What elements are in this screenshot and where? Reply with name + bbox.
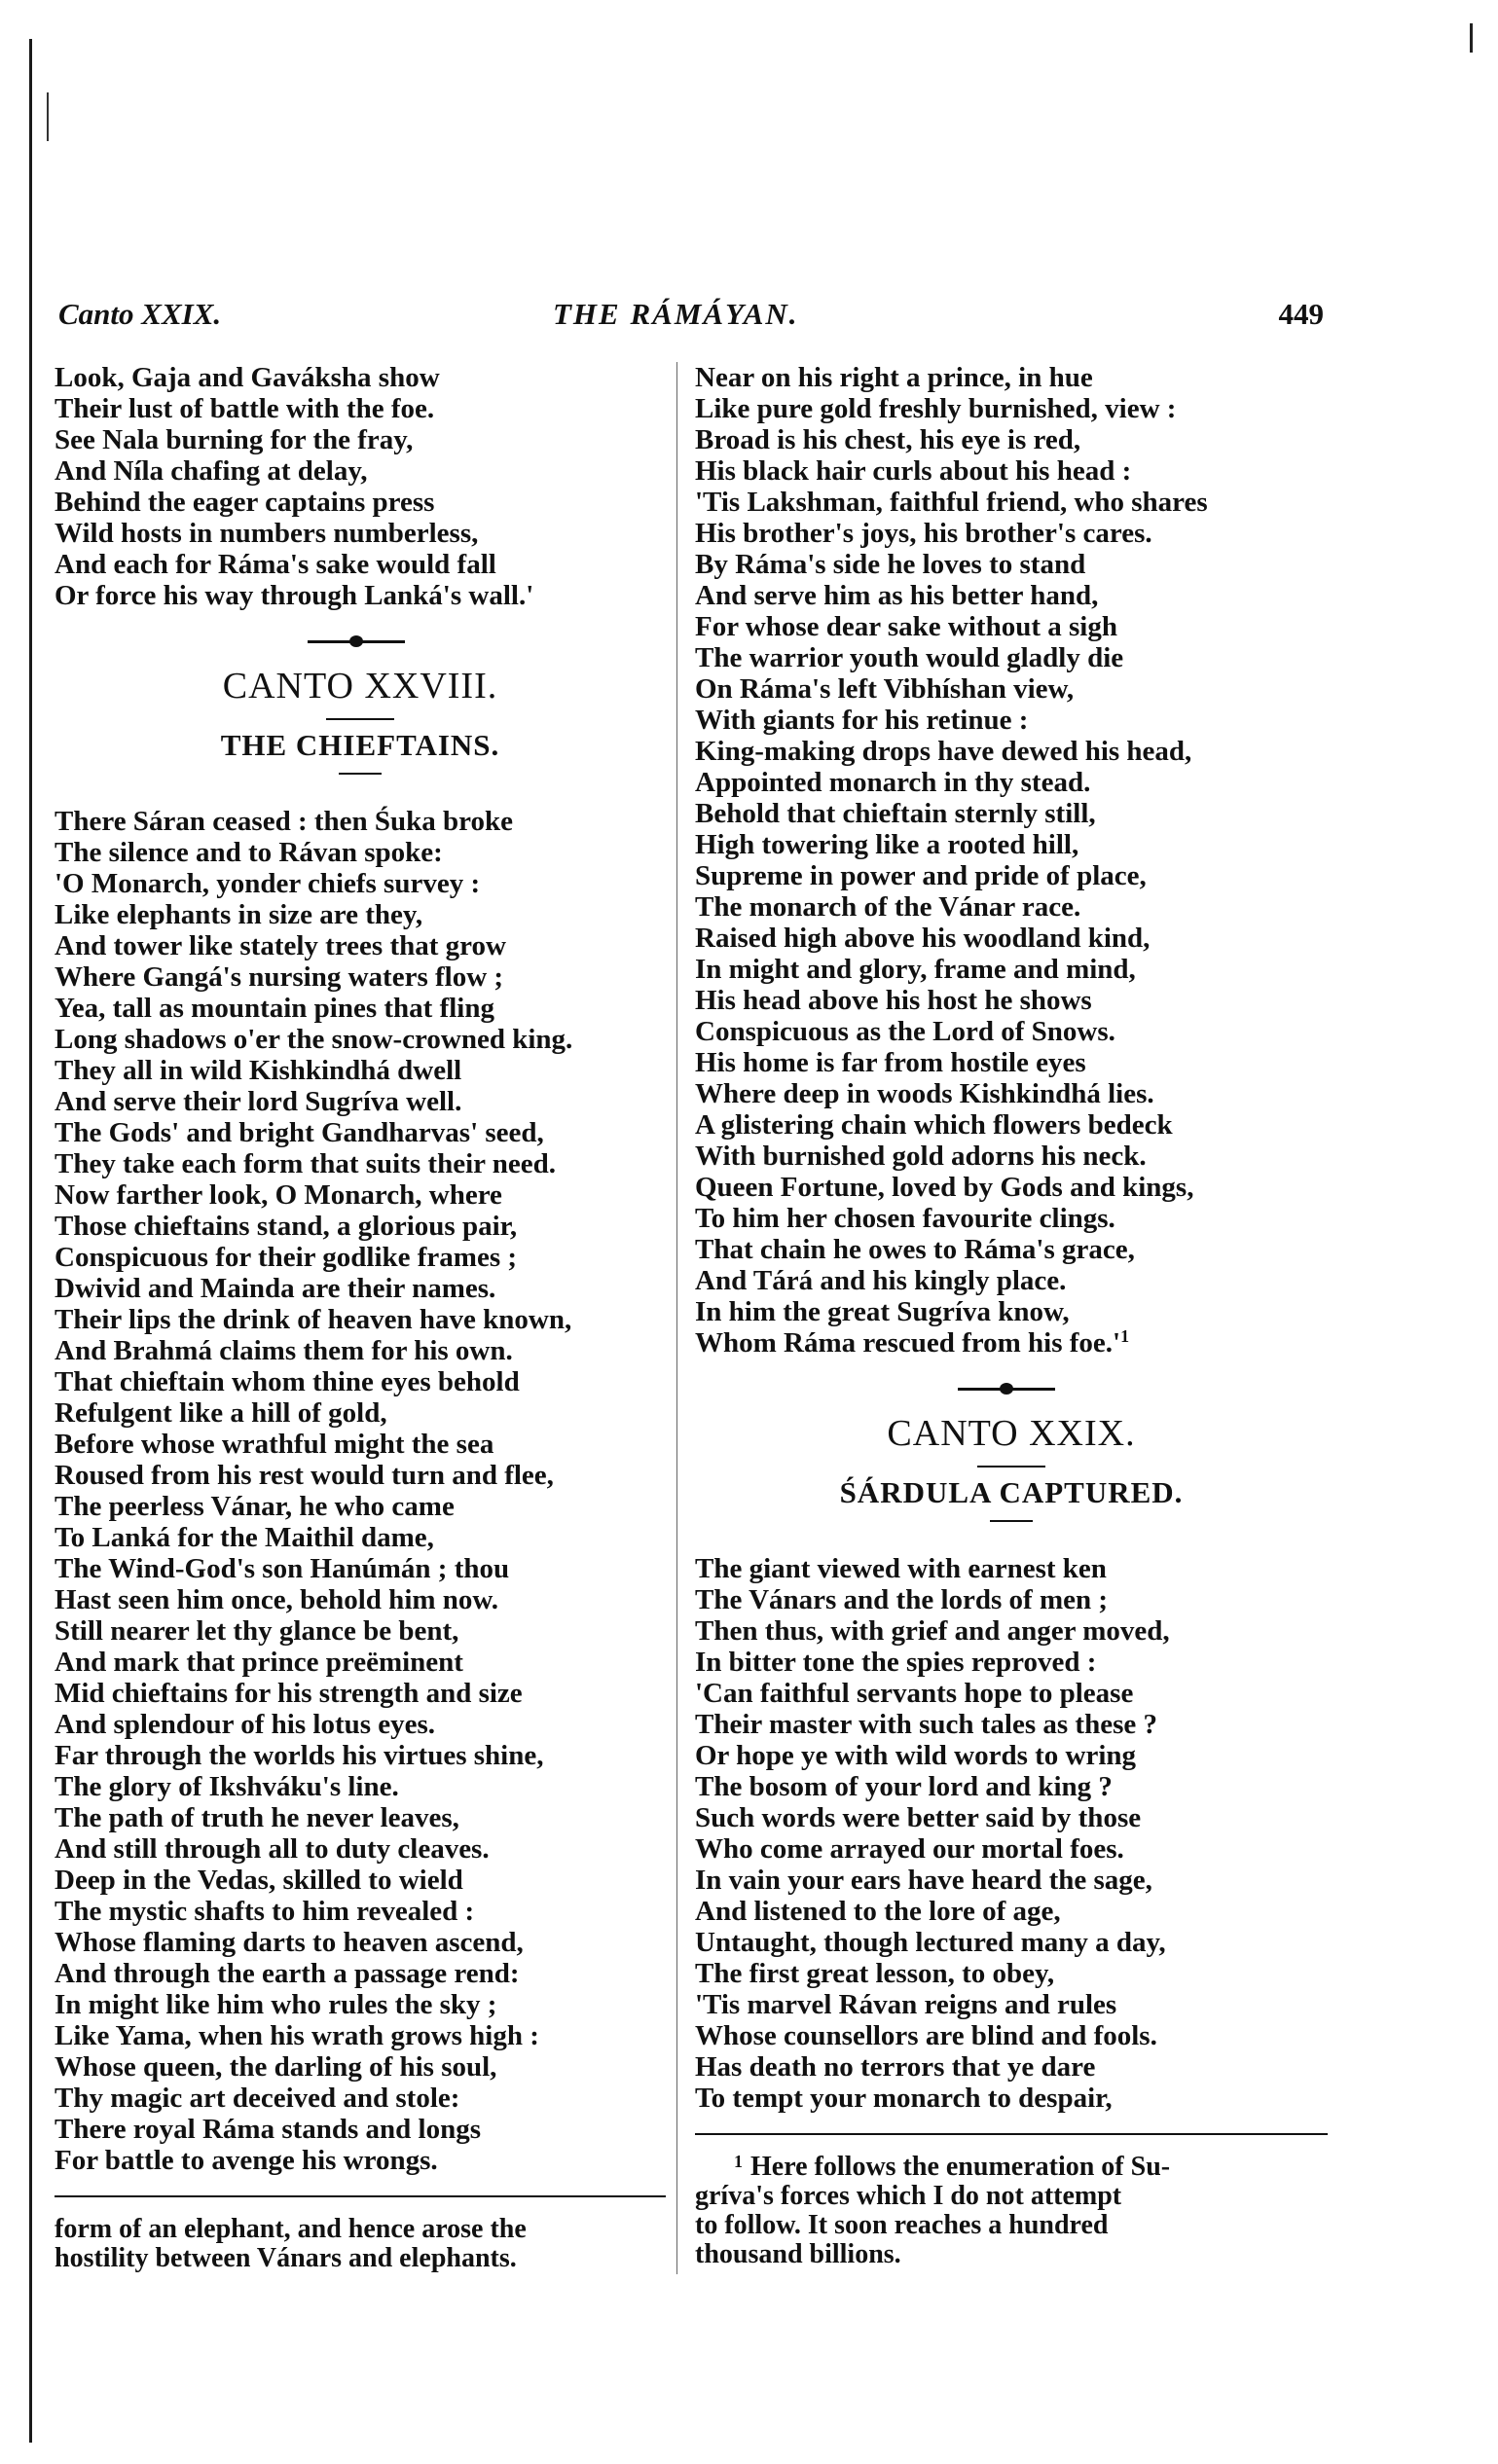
column-divider xyxy=(676,362,677,2274)
footnote xyxy=(695,2153,1328,2269)
verse-line: To tempt your monarch to despair, xyxy=(695,2083,1113,2114)
verse-line: And splendour of his lotus eyes. xyxy=(55,1709,436,1740)
verse-line: Those chieftains stand, a glorious pair, xyxy=(55,1211,518,1242)
verse-line: And listened to the lore of age, xyxy=(695,1896,1061,1927)
verse-line: In might like him who rules the sky ; xyxy=(55,1989,497,2020)
verse-line: Now farther look, O Monarch, where xyxy=(55,1179,502,1211)
left-verses xyxy=(55,806,666,2176)
ornament-dot xyxy=(349,635,363,647)
ornament-divider xyxy=(695,1378,1328,1399)
verse-line: Still nearer let thy glance be bent, xyxy=(55,1615,459,1647)
verse-line: High towering like a rooted hill, xyxy=(695,829,1079,860)
verse-line: They all in wild Kishkindhá dwell xyxy=(55,1055,462,1086)
ornament-divider xyxy=(55,631,666,652)
verse-line: Behind the eager captains press xyxy=(55,487,435,518)
verse-line: Conspicuous as the Lord of Snows. xyxy=(695,1016,1115,1047)
right-column xyxy=(695,362,1328,2269)
verse-line: Who come arrayed our mortal foes. xyxy=(695,1833,1124,1865)
verse-line: Their lust of battle with the foe. xyxy=(55,393,435,424)
verse-line: Conspicuous for their godlike frames ; xyxy=(55,1242,518,1273)
verse-line: Whom Ráma rescued from his $foe.'^1$ xyxy=(695,1326,1130,1359)
verse-line: form of an elephant, and hence arose the xyxy=(55,2214,527,2244)
verse-line: $^1$ Here follows the enumeration of Su- xyxy=(734,2152,1171,2182)
verse-line: The bosom of your lord and king ? xyxy=(695,1771,1113,1802)
verse-line: hostility between Vánars and elephants. xyxy=(55,2243,517,2273)
subtitle-rule xyxy=(339,773,382,775)
verse-line: Roused from his rest would turn and flee, xyxy=(55,1460,554,1491)
ornament-dot xyxy=(1000,1383,1013,1395)
verse-line: 'Tis marvel Rávan reigns and rules xyxy=(695,1989,1117,2020)
verse-line: His head above his host he shows xyxy=(695,985,1092,1016)
verse-line: Like pure gold freshly burnished, view : xyxy=(695,393,1177,424)
verse-line: Far through the worlds his virtues shine, xyxy=(55,1740,544,1771)
verse-line: For whose dear sake without a sigh xyxy=(695,611,1117,642)
footnote-rule xyxy=(55,2195,666,2197)
verse-line: to follow. It soon reaches a hundred xyxy=(695,2210,1109,2240)
verse-line: Their lips the drink of heaven have known, xyxy=(55,1304,572,1335)
header-canto: Canto XXIX. xyxy=(58,297,222,331)
verse-line: The peerless Vánar, he who came xyxy=(55,1491,455,1522)
verse-line: 'Tis Lakshman, faithful friend, who shares xyxy=(695,487,1208,518)
verse-line: Behold that chieftain sternly still, xyxy=(695,798,1096,829)
verse-line: Long shadows o'er the snow-crowned king. xyxy=(55,1024,573,1055)
verse-line: Near on his right a prince, in hue xyxy=(695,362,1093,393)
verse-line: By Ráma's side he loves to stand xyxy=(695,549,1086,580)
verse-line: Or force his way through Lanká's wall.' xyxy=(55,580,534,611)
verse-line: Yea, tall as mountain pines that fling xyxy=(55,993,494,1024)
verse-line: Thy magic art deceived and stole: xyxy=(55,2083,460,2114)
title-rule xyxy=(977,1466,1045,1468)
verse-line: Look, Gaja and Gaváksha show xyxy=(55,362,440,393)
verse-line: The path of truth he never leaves, xyxy=(55,1802,459,1833)
verse-line: And serve their lord Sugríva well. xyxy=(55,1086,462,1117)
verse-line: gríva's forces which I do not attempt xyxy=(695,2181,1122,2211)
footnote-rule xyxy=(695,2133,1328,2135)
verse-line: Refulgent like a hill of gold, xyxy=(55,1397,387,1429)
verse-line: Their master with such tales as these ? xyxy=(695,1709,1157,1740)
verse-line: Before whose wrathful might the sea xyxy=(55,1429,494,1460)
verse-line: The Wind-God's son Hanúmán ; thou xyxy=(55,1553,510,1584)
verse-line: Like Yama, when his wrath grows high : xyxy=(55,2020,539,2051)
verse-line: Whose queen, the darling of his soul, xyxy=(55,2051,497,2083)
binding-edge-mark xyxy=(47,92,49,141)
canto-title: CANTO XXIX. xyxy=(887,1413,1136,1454)
verse-line: Whose counsellors are blind and fools. xyxy=(695,2020,1157,2051)
title-rule xyxy=(326,718,394,720)
verse-line: The glory of Ikshváku's line. xyxy=(55,1771,399,1802)
verse-line: They take each form that suits their need. xyxy=(55,1148,556,1179)
verse-line: Appointed monarch in thy stead. xyxy=(695,767,1091,798)
header-book-title: THE RÁMÁYAN. xyxy=(553,297,799,331)
verse-line: The monarch of the Vánar race. xyxy=(695,891,1081,923)
corner-mark xyxy=(1470,23,1473,53)
verse-line: King-making drops have dewed his head, xyxy=(695,736,1192,767)
verse-line: Supreme in power and pride of place, xyxy=(695,860,1147,891)
verse-line: And tower like stately trees that grow xyxy=(55,930,506,961)
verse-line: And each for Ráma's sake would fall xyxy=(55,549,496,580)
canto-subtitle: ŚÁRDULA CAPTURED. xyxy=(839,1475,1184,1509)
verse-line: And serve him as his better hand, xyxy=(695,580,1099,611)
verse-line: And Brahmá claims them for his own. xyxy=(55,1335,513,1366)
canto-title: CANTO XXVIII. xyxy=(222,666,498,707)
verse-line: There royal Ráma stands and longs xyxy=(55,2114,482,2145)
left-column xyxy=(55,362,666,2273)
verse-line: To him her chosen favourite clings. xyxy=(695,1203,1115,1234)
verse-line: And mark that prince preëminent xyxy=(55,1647,463,1678)
verse-line: For battle to avenge his wrongs. xyxy=(55,2145,438,2176)
verse-line: Or hope ye with wild words to wring xyxy=(695,1740,1137,1771)
running-header xyxy=(58,297,1324,336)
verse-line: The Gods' and bright Gandharvas' seed, xyxy=(55,1117,544,1148)
verse-line: Such words were better said by those xyxy=(695,1802,1142,1833)
verse-line: Dwivid and Mainda are their names. xyxy=(55,1273,496,1304)
verse-line: Raised high above his woodland kind, xyxy=(695,923,1151,954)
verse-line: Queen Fortune, loved by Gods and kings, xyxy=(695,1172,1194,1203)
binding-edge-rule xyxy=(29,39,32,2443)
verse-line: And Tárá and his kingly place. xyxy=(695,1265,1067,1296)
right-verses-2 xyxy=(695,1553,1328,2114)
left-stanza-top xyxy=(55,362,666,611)
verse-line: In bitter tone the spies reproved : xyxy=(695,1647,1097,1678)
verse-line: And through the earth a passage rend: xyxy=(55,1958,520,1989)
verse-line: His black hair curls about his head : xyxy=(695,455,1132,487)
verse-line: The warrior youth would gladly die xyxy=(695,642,1124,673)
verse-line: 'Can faithful servants hope to please xyxy=(695,1678,1134,1709)
verse-line: The first great lesson, to obey, xyxy=(695,1958,1055,1989)
verse-line: The giant viewed with earnest ken xyxy=(695,1553,1107,1584)
verse-line: thousand billions. xyxy=(695,2239,901,2269)
verse-line: A glistering chain which flowers bedeck xyxy=(695,1109,1173,1141)
verse-line: Then thus, with grief and anger moved, xyxy=(695,1615,1170,1647)
verse-line: His home is far from hostile eyes xyxy=(695,1047,1086,1078)
verse-line: Has death no terrors that ye dare xyxy=(695,2051,1096,2083)
verse-line: Where deep in woods Kishkindhá lies. xyxy=(695,1078,1154,1109)
verse-line: 'O Monarch, yonder chiefs survey : xyxy=(55,868,481,899)
right-verses xyxy=(695,362,1328,1359)
verse-line: In vain your ears have heard the sage, xyxy=(695,1865,1152,1896)
verse-line: Like elephants in size are they, xyxy=(55,899,423,930)
verse-line: And still through all to duty cleaves. xyxy=(55,1833,490,1865)
verse-line: In might and glory, frame and mind, xyxy=(695,954,1136,985)
verse-line: The mystic shafts to him revealed : xyxy=(55,1896,475,1927)
verse-line: Wild hosts in numbers numberless, xyxy=(55,518,479,549)
verse-line: In him the great Sugríva know, xyxy=(695,1296,1070,1327)
verse-line: Hast seen him once, behold him now. xyxy=(55,1584,498,1615)
verse-line: Untaught, though lectured many a day, xyxy=(695,1927,1166,1958)
verse-line: The Vánars and the lords of men ; xyxy=(695,1584,1109,1615)
verse-line: There Sáran ceased : then Śuka broke xyxy=(55,806,514,837)
verse-line: With giants for his retinue : xyxy=(695,705,1029,736)
verse-line: That chieftain whom thine eyes behold xyxy=(55,1366,520,1397)
footnote-marker: 1 xyxy=(1120,1326,1130,1346)
footnote-continuation xyxy=(55,2215,666,2273)
verse-line: And Níla chafing at delay, xyxy=(55,455,368,487)
verse-line: On Ráma's left Vibhíshan view, xyxy=(695,673,1075,705)
verse-line: With burnished gold adorns his neck. xyxy=(695,1141,1147,1172)
verse-line: To Lanká for the Maithil dame, xyxy=(55,1522,434,1553)
verse-line: Whose flaming darts to heaven ascend, xyxy=(55,1927,524,1958)
verse-line: The silence and to Rávan spoke: xyxy=(55,837,443,868)
canto-subtitle: THE CHIEFTAINS. xyxy=(220,728,500,762)
verse-line: Broad is his chest, his eye is red, xyxy=(695,424,1081,455)
verse-line: Where Gangá's nursing waters flow ; xyxy=(55,961,504,993)
verse-line: His brother's joys, his brother's cares. xyxy=(695,518,1152,549)
subtitle-rule xyxy=(990,1520,1033,1522)
footnote-number: 1 xyxy=(734,2152,743,2171)
verse-line: Mid chieftains for his strength and size xyxy=(55,1678,523,1709)
verse-line: Deep in the Vedas, skilled to wield xyxy=(55,1865,463,1896)
page-number: 449 xyxy=(1278,297,1324,331)
verse-line: See Nala burning for the fray, xyxy=(55,424,414,455)
verse-line: That chain he owes to Ráma's grace, xyxy=(695,1234,1135,1265)
